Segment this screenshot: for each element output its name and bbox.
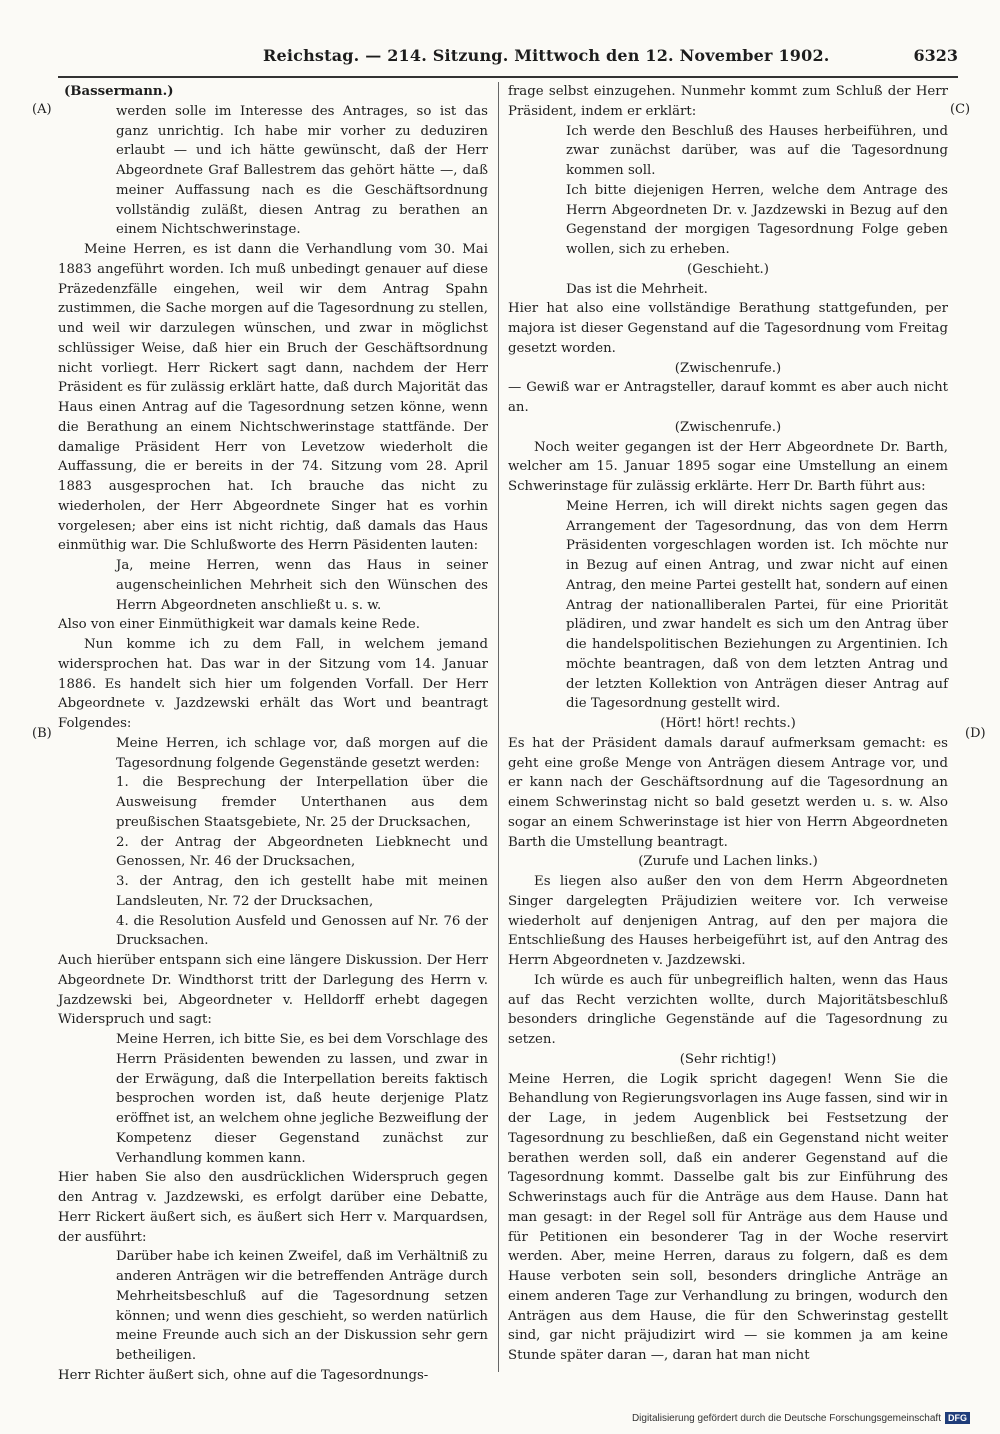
dfg-logo: DFG <box>945 1412 970 1424</box>
list-item: 3. der Antrag, den ich gestellt habe mit meinen Landsleuten, Nr. 72 der Drucksachen, <box>116 874 488 909</box>
running-title: Reichstag. — 214. Sitzung. Mittwoch den 12. November 1902. <box>263 46 830 65</box>
paragraph: Also von einer Einmüthigkeit war damals keine Rede. <box>58 617 420 633</box>
quotation: Darüber habe ich keinen Zweifel, daß im Verhältniß zu anderen Anträgen wir die betreffenden Anträge durch Mehrheitsbeschluß auf die Tagesordnung setzen können; und wenn dies geschieht, so werden natürlich meine Freunde auch sich an der Diskussion sehr gern betheiligen. <box>116 1249 488 1363</box>
paragraph: Herr Richter äußert sich, ohne auf die Tagesordnungs- <box>58 1367 429 1383</box>
paragraph: — Gewiß war er Antragsteller, darauf kommt es aber auch nicht an. <box>508 380 948 415</box>
paragraph: Noch weiter gegangen ist der Herr Abgeordnete Dr. Barth, welcher am 15. Januar 1895 sogar eine Umstellung an einem Schwerinstage für zulässig erklärte. Herr Dr. Barth führt aus: <box>508 439 948 494</box>
paragraph: werden solle im Interesse des Antrages, so ist das ganz unrichtig. Ich habe mir vorher zu deduziren erlaubt — und ich hätte gewünscht, daß der Herr Abgeordnete Graf Ballestrem das gehört hätte —, daß meiner Auffassung nach es die Geschäftsordnung vollständig zuläßt, diesen Antrag zu berathen an einem Nichtschwerinstage. <box>116 103 488 238</box>
paragraph: Es liegen also außer den von dem Herrn Abgeordneten Singer dargelegten Präjudizien weitere vor. Ich verweise wiederholt auf denjenigen Antrag, auf den per majora die Entschließung des Hauses herbeigeführt ist, auf den Antrag des Herrn Abgeordneten v. Jazdzewski. <box>508 874 948 968</box>
interjection: (Geschieht.) <box>687 261 769 277</box>
paragraph: Es hat der Präsident damals darauf aufmerksam gemacht: es geht eine große Menge von Anträgen diesem Antrage vor, und er kann nach der Geschäftsordnung auf die Tagesordnung an einem Schwerinstag nicht so bald gesetzt werden u. s. w. Also sogar an einem Schwerinstage ist hier von Herrn Abgeordneten Barth die Umstellung beantragt. <box>508 735 948 850</box>
interjection: (Zwischenrufe.) <box>674 419 782 435</box>
right-column <box>508 82 948 1366</box>
quotation: Ich werde den Beschluß des Hauses herbeiführen, und zwar zunächst darüber, was auf die Tagesordnung kommen soll. <box>566 123 948 178</box>
paragraph: frage selbst einzugehen. Nunmehr kommt zum Schluß der Herr Präsident, indem er erklärt: <box>508 84 948 119</box>
quotation: Meine Herren, ich will direkt nichts sagen gegen das Arrangement der Tagesordnung, das von dem Herrn Präsidenten vorgeschlagen worden ist. Ich möchte nur in Bezug auf einen Antrag, und zwar nicht auf einen Antrag, den meine Partei gestellt hat, sondern auf einen Antrag der nationalliberalen Partei, für eine Priorität plädiren, und zwar handelt es sich um den Antrag über die handelspolitischen Beziehungen zu Argentinien. Ich möchte beantragen, daß von dem letzten Antrag und der letzten Kollektion von Anträgen dieser Antrag auf die Tagesordnung gestellt wird. <box>566 498 948 712</box>
page-number: 6323 <box>913 46 958 65</box>
interjection: (Zwischenrufe.) <box>674 360 782 376</box>
paragraph: Hier hat also eine vollständige Berathung stattgefunden, per majora ist dieser Gegenstand auf die Tagesordnung vom Freitag gesetzt worden. <box>508 301 948 356</box>
paragraph: Hier haben Sie also den ausdrücklichen Widerspruch gegen den Antrag v. Jazdzewski, es erfolgt darüber eine Debatte, Herr Rickert äußert sich, es äußert sich Herr v. Marquardsen, der ausführt: <box>58 1170 488 1245</box>
speaker-label: (Bassermann.) <box>64 84 174 99</box>
footer-credit <box>632 1412 970 1424</box>
page-header <box>58 40 958 78</box>
paragraph: Ich würde es auch für unbegreiflich halten, wenn das Haus auf das Recht verzichten wollte, durch Majoritätsbeschluß besonders dringliche Gegenstände auf die Tagesordnung zu setzen. <box>508 972 948 1047</box>
left-column <box>58 82 488 1386</box>
paragraph: Auch hierüber entspann sich eine längere Diskussion. Der Herr Abgeordnete Dr. Windthorst tritt der Darlegung des Herrn v. Jazdzewski bei, Abgeordneter v. Helldorff erhebt dagegen Widerspruch und sagt: <box>58 953 488 1028</box>
interjection: (Sehr richtig!) <box>679 1051 777 1067</box>
interjection: (Zurufe und Lachen links.) <box>638 854 818 870</box>
quotation: Meine Herren, ich bitte Sie, es bei dem Vorschlage des Herrn Präsidenten bewenden zu lassen, und zwar in der Erwägung, daß die Interpellation bereits faktisch besprochen worden ist, daß heute derjenige Platz eröffnet ist, an welchem ohne jegliche Bezweiflung der Kompetenz dieser Gegenstand zunächst zur Verhandlung kommen kann. <box>116 1032 488 1166</box>
margin-marker-b: (B) <box>32 726 52 741</box>
list-item: 4. die Resolution Ausfeld und Genossen auf Nr. 76 der Drucksachen. <box>116 913 488 949</box>
margin-marker-d: (D) <box>965 726 986 741</box>
paragraph: Nun komme ich zu dem Fall, in welchem jemand widersprochen hat. Das war in der Sitzung vom 14. Januar 1886. Es handelt sich hier um folgenden Vorfall. Der Herr Abgeordnete v. Jazdzewski erhält das Wort und beantragt Folgendes: <box>58 637 488 731</box>
footer-text: Digitalisierung gefördert durch die Deutsche Forschungsgemeinschaft <box>631 1412 941 1424</box>
interjection: (Hört! hört! rechts.) <box>660 716 796 731</box>
list-item: 2. der Antrag der Abgeordneten Liebknecht und Genossen, Nr. 46 der Drucksachen, <box>116 834 488 870</box>
margin-marker-c: (C) <box>950 102 971 117</box>
paragraph: Meine Herren, die Logik spricht dagegen! Wenn Sie die Behandlung von Regierungsvorlagen ins Auge fassen, sind wir in der Lage, in jedem Augenblick bei Festsetzung der Tagesordnung zu beschließen, daß ein Gegenstand nicht weiter berathen werden soll, daß ein anderer Gegenstand auf die Tagesordnung kommt. Dasselbe galt bis zur Einführung des Schwerinstags auch für die Anträge aus dem Hause. Dann hat man gesagt: in der Regel soll für Anträge aus dem Hause und für Petitionen ein besonderer Tag in der Woche reservirt werden. Aber, meine Herren, daraus zu folgern, daß es dem Hause verboten sein soll, besonders dringliche Anträge an einem anderen Tage zur Verhandlung zu bringen, wodurch den Anträgen aus dem Hause, die für den Schwerinstag gestellt sind, gar nicht präjudizirt wird — sie kommen ja am keine Stunde später daran —, daran hat man nicht <box>508 1071 948 1363</box>
quotation: Das ist die Mehrheit. <box>566 281 708 297</box>
paragraph: Meine Herren, es ist dann die Verhandlung vom 30. Mai 1883 angeführt worden. Ich muß unbedingt genauer auf diese Präzedenzfälle eingehen, weil wir dem Antrag Spahn zustimmen, die Sache morgen auf die Tagesordnung zu stellen, und weil wir darzulegen wünschen, und zwar in möglichst schlüssiger Weise, daß hier ein Bruch der Geschäftsordnung nicht vorliegt. Herr Rickert sagt dann, nachdem der Herr Präsident es für zulässig erklärt hatte, daß durch Majorität das Haus einen Antrag auf die Tagesordnung setzen könne, wenn die Berathung an einem Nichtschwerinstage stattfände. Der damalige Präsident Herr von Levetzow wiederholt die Auffassung, die er bereits in der 74. Sitzung vom 28. April 1883 ausgesprochen hat. Ich brauche das nicht zu wiederholen, der Herr Abgeordnete Singer hat es vorhin vorgelesen; aber eins ist nicht richtig, daß damals das Haus einmüthig war. Die Schlußworte des Herrn Päsidenten lauten: <box>58 242 488 554</box>
quotation: Ja, meine Herren, wenn das Haus in seiner augenscheinlichen Mehrheit sich den Wünschen des Herrn Abgeordneten anschließt u. s. w. <box>116 558 488 613</box>
list-item: 1. die Besprechung der Interpellation über die Ausweisung fremder Unterthanen aus dem preußischen Staatsgebiete, Nr. 25 der Drucksachen, <box>116 775 488 830</box>
quotation: Meine Herren, ich schlage vor, daß morgen auf die Tagesordnung folgende Gegenstände gesetzt werden: <box>116 735 488 771</box>
column-divider <box>498 82 499 1372</box>
margin-marker-a: (A) <box>32 102 52 117</box>
quotation: Ich bitte diejenigen Herren, welche dem Antrage des Herrn Abgeordneten Dr. v. Jazdzewski in Bezug auf den Gegenstand der morgigen Tagesordnung Folge geben wollen, sich zu erheben. <box>566 182 948 257</box>
